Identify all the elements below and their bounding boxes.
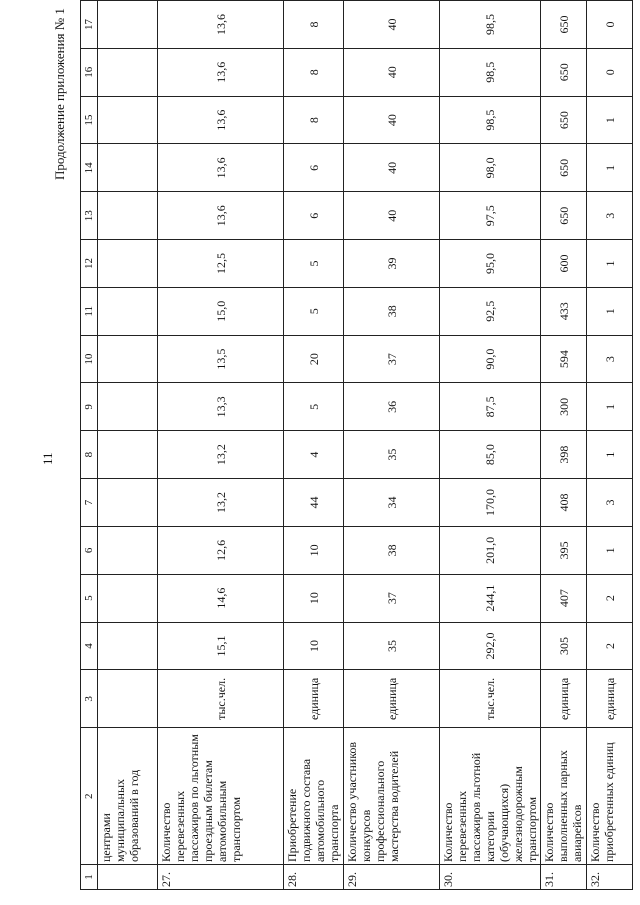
indicator-name-cell: Количество приобретенных единиц bbox=[587, 728, 633, 865]
table-header-row bbox=[81, 1, 98, 890]
value-cell: 650 bbox=[541, 1, 587, 49]
table-row bbox=[344, 1, 440, 890]
value-cell: 35 bbox=[344, 431, 440, 479]
value-cell: 13,6 bbox=[158, 144, 284, 192]
value-cell: 13,6 bbox=[158, 1, 284, 49]
value-cell: 98,5 bbox=[440, 96, 541, 144]
column-number-cell: 7 bbox=[81, 479, 98, 527]
unit-cell: единица bbox=[541, 670, 587, 728]
value-cell: 13,6 bbox=[158, 48, 284, 96]
row-index-cell: 30. bbox=[440, 865, 541, 890]
row-index-cell: 28. bbox=[284, 865, 344, 890]
value-cell: 38 bbox=[344, 526, 440, 574]
table-row bbox=[284, 1, 344, 890]
unit-cell: тыс.чел. bbox=[440, 670, 541, 728]
value-cell bbox=[98, 192, 158, 240]
column-number-cell: 15 bbox=[81, 96, 98, 144]
value-cell bbox=[98, 622, 158, 670]
value-cell: 1 bbox=[587, 96, 633, 144]
value-cell: 36 bbox=[344, 383, 440, 431]
column-number-cell: 17 bbox=[81, 1, 98, 49]
value-cell: 305 bbox=[541, 622, 587, 670]
value-cell: 12,5 bbox=[158, 240, 284, 288]
column-number-cell: 1 bbox=[81, 865, 98, 890]
value-cell: 650 bbox=[541, 96, 587, 144]
value-cell: 37 bbox=[344, 335, 440, 383]
value-cell: 1 bbox=[587, 431, 633, 479]
value-cell bbox=[98, 1, 158, 49]
column-number-cell: 9 bbox=[81, 383, 98, 431]
row-index-cell: 27. bbox=[158, 865, 284, 890]
value-cell: 10 bbox=[284, 622, 344, 670]
indicator-name-cell: центрами муниципальных образований в год bbox=[98, 728, 158, 865]
value-cell: 2 bbox=[587, 574, 633, 622]
column-number-cell: 13 bbox=[81, 192, 98, 240]
column-number-cell: 8 bbox=[81, 431, 98, 479]
column-number-cell: 5 bbox=[81, 574, 98, 622]
value-cell bbox=[98, 479, 158, 527]
value-cell: 15,1 bbox=[158, 622, 284, 670]
value-cell: 38 bbox=[344, 287, 440, 335]
value-cell: 6 bbox=[284, 144, 344, 192]
table-row bbox=[587, 1, 633, 890]
value-cell: 98,5 bbox=[440, 1, 541, 49]
value-cell: 10 bbox=[284, 574, 344, 622]
table-row bbox=[440, 1, 541, 890]
value-cell: 0 bbox=[587, 48, 633, 96]
value-cell: 12,6 bbox=[158, 526, 284, 574]
value-cell: 408 bbox=[541, 479, 587, 527]
value-cell: 98,0 bbox=[440, 144, 541, 192]
column-number-cell: 4 bbox=[81, 622, 98, 670]
value-cell bbox=[98, 431, 158, 479]
value-cell: 5 bbox=[284, 287, 344, 335]
value-cell: 15,0 bbox=[158, 287, 284, 335]
indicators-table bbox=[80, 0, 633, 890]
appendix-caption: Продолжение приложения № 1 bbox=[52, 8, 67, 180]
column-number-cell: 16 bbox=[81, 48, 98, 96]
indicator-name-cell: Приобретение подвижного состава автомобильного транспорта bbox=[284, 728, 344, 865]
value-cell: 95,0 bbox=[440, 240, 541, 288]
column-number-cell: 2 bbox=[81, 728, 98, 865]
indicator-name-cell: Количество участников конкурсов профессионального мастерства водителей bbox=[344, 728, 440, 865]
value-cell: 20 bbox=[284, 335, 344, 383]
value-cell: 0 bbox=[587, 1, 633, 49]
value-cell: 8 bbox=[284, 48, 344, 96]
value-cell: 1 bbox=[587, 240, 633, 288]
value-cell: 3 bbox=[587, 192, 633, 240]
column-number-cell: 3 bbox=[81, 670, 98, 728]
value-cell: 87,5 bbox=[440, 383, 541, 431]
value-cell bbox=[98, 574, 158, 622]
value-cell bbox=[98, 48, 158, 96]
row-index-cell bbox=[98, 865, 158, 890]
value-cell: 13,3 bbox=[158, 383, 284, 431]
value-cell bbox=[98, 526, 158, 574]
value-cell: 433 bbox=[541, 287, 587, 335]
value-cell: 3 bbox=[587, 335, 633, 383]
value-cell: 40 bbox=[344, 96, 440, 144]
unit-cell: единица bbox=[344, 670, 440, 728]
value-cell: 8 bbox=[284, 1, 344, 49]
value-cell: 14,6 bbox=[158, 574, 284, 622]
value-cell: 398 bbox=[541, 431, 587, 479]
value-cell: 300 bbox=[541, 383, 587, 431]
value-cell bbox=[98, 335, 158, 383]
value-cell: 10 bbox=[284, 526, 344, 574]
value-cell: 650 bbox=[541, 144, 587, 192]
value-cell: 13,6 bbox=[158, 192, 284, 240]
value-cell: 13,2 bbox=[158, 479, 284, 527]
indicator-name-cell: Количество перевезенных пассажиров льготной категории (обучающихся) железнодорожным транспортом bbox=[440, 728, 541, 865]
value-cell: 395 bbox=[541, 526, 587, 574]
value-cell: 6 bbox=[284, 192, 344, 240]
indicator-name-cell: Количество перевезенных пассажиров по льготным проездным билетам автомобильным транспортом bbox=[158, 728, 284, 865]
value-cell: 13,5 bbox=[158, 335, 284, 383]
table-row bbox=[158, 1, 284, 890]
value-cell bbox=[98, 383, 158, 431]
value-cell: 44 bbox=[284, 479, 344, 527]
value-cell: 13,2 bbox=[158, 431, 284, 479]
value-cell: 292,0 bbox=[440, 622, 541, 670]
table-row bbox=[98, 1, 158, 890]
value-cell: 92,5 bbox=[440, 287, 541, 335]
column-number-cell: 10 bbox=[81, 335, 98, 383]
value-cell: 5 bbox=[284, 240, 344, 288]
value-cell: 13,6 bbox=[158, 96, 284, 144]
value-cell bbox=[98, 144, 158, 192]
value-cell: 5 bbox=[284, 383, 344, 431]
column-number-cell: 14 bbox=[81, 144, 98, 192]
unit-cell: единица bbox=[284, 670, 344, 728]
value-cell: 98,5 bbox=[440, 48, 541, 96]
value-cell: 650 bbox=[541, 48, 587, 96]
column-number-cell: 12 bbox=[81, 240, 98, 288]
value-cell: 2 bbox=[587, 622, 633, 670]
value-cell: 35 bbox=[344, 622, 440, 670]
value-cell: 40 bbox=[344, 48, 440, 96]
value-cell bbox=[98, 96, 158, 144]
unit-cell bbox=[98, 670, 158, 728]
column-number-cell: 6 bbox=[81, 526, 98, 574]
value-cell: 244,1 bbox=[440, 574, 541, 622]
row-index-cell: 29. bbox=[344, 865, 440, 890]
value-cell: 40 bbox=[344, 144, 440, 192]
value-cell: 4 bbox=[284, 431, 344, 479]
value-cell: 90,0 bbox=[440, 335, 541, 383]
page-number: 11 bbox=[40, 452, 55, 465]
value-cell: 85,0 bbox=[440, 431, 541, 479]
table-row bbox=[541, 1, 587, 890]
value-cell bbox=[98, 240, 158, 288]
value-cell: 1 bbox=[587, 287, 633, 335]
value-cell: 39 bbox=[344, 240, 440, 288]
unit-cell: единица bbox=[587, 670, 633, 728]
row-index-cell: 32. bbox=[587, 865, 633, 890]
unit-cell: тыс.чел. bbox=[158, 670, 284, 728]
value-cell: 407 bbox=[541, 574, 587, 622]
value-cell: 201,0 bbox=[440, 526, 541, 574]
value-cell: 1 bbox=[587, 526, 633, 574]
value-cell: 37 bbox=[344, 574, 440, 622]
value-cell: 40 bbox=[344, 1, 440, 49]
value-cell: 3 bbox=[587, 479, 633, 527]
value-cell: 40 bbox=[344, 192, 440, 240]
value-cell: 1 bbox=[587, 383, 633, 431]
value-cell: 600 bbox=[541, 240, 587, 288]
row-index-cell: 31. bbox=[541, 865, 587, 890]
value-cell: 594 bbox=[541, 335, 587, 383]
value-cell bbox=[98, 287, 158, 335]
value-cell: 170,0 bbox=[440, 479, 541, 527]
value-cell: 650 bbox=[541, 192, 587, 240]
value-cell: 8 bbox=[284, 96, 344, 144]
indicator-name-cell: Количество выполненных парных авиарейсов bbox=[541, 728, 587, 865]
value-cell: 97,5 bbox=[440, 192, 541, 240]
value-cell: 34 bbox=[344, 479, 440, 527]
column-number-cell: 11 bbox=[81, 287, 98, 335]
value-cell: 1 bbox=[587, 144, 633, 192]
